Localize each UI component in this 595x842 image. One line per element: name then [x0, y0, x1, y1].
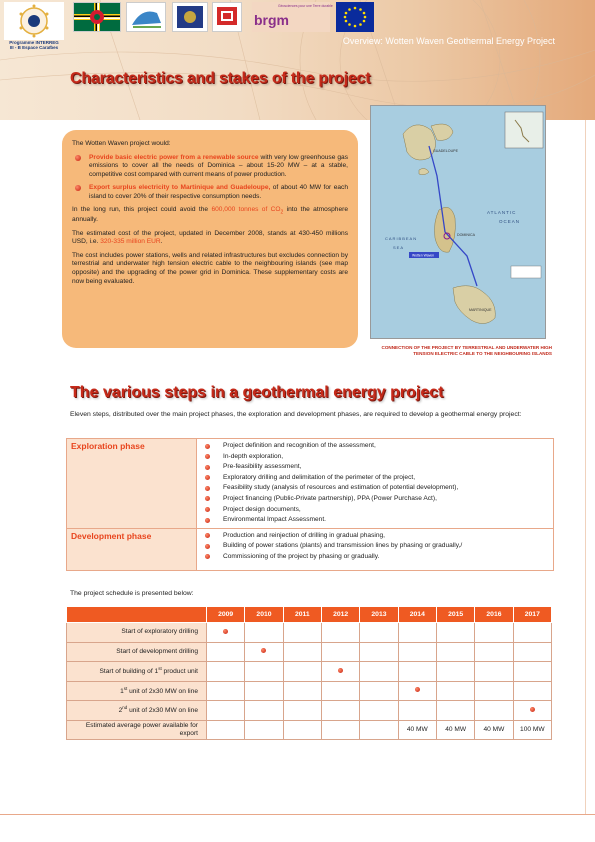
bullet-icon [205, 486, 210, 491]
project-map [370, 105, 546, 339]
development-step [201, 552, 553, 563]
export-power-value: 100 MW [513, 720, 551, 740]
map-label-ocean: OCEAN [499, 219, 521, 224]
schedule-cell [360, 642, 398, 662]
schedule-row [67, 623, 552, 643]
schedule-cell [398, 623, 436, 643]
exploration-row [67, 439, 554, 529]
development-steps [197, 528, 554, 570]
exploration-step-text: In-depth exploration, [223, 452, 284, 460]
schedule-cell [245, 623, 283, 643]
row-label-part: Start of building of 1 [99, 668, 159, 676]
bullet-1-highlight: Provide basic electric power from a renewable source [89, 153, 259, 161]
co2-highlight: 600,000 tonnes of CO [211, 206, 281, 214]
bullet-2-text: of about 40 MW for each island to cover 20% of their respective consumption needs. [89, 184, 348, 200]
schedule-intro: The project schedule is presented below: [70, 590, 194, 597]
schedule-cell [283, 701, 321, 721]
year-header: 2011 [283, 607, 321, 623]
cost-includes-paragraph: The cost includes power stations, wells and related infrastructures but excludes connection by terrestrial and underwater high tension electric cable to the neighbouring islands (see map opposite) and the upgrading of the power grid in Dominica. These supplementary costs are now being evaluated. [72, 251, 348, 285]
schedule-cell [321, 720, 359, 740]
project-summary-callout [62, 130, 358, 348]
bullet-icon [205, 475, 210, 480]
schedule-row [67, 701, 552, 721]
schedule-cell [207, 681, 245, 701]
year-header: 2017 [513, 607, 551, 623]
exploration-step-text: Pre-feasibility assessment, [223, 463, 302, 471]
schedule-cell [207, 701, 245, 721]
schedule-header-blank [67, 607, 207, 623]
schedule-row [67, 681, 552, 701]
co2-subscript: 2 [280, 209, 284, 216]
schedule-cell [360, 623, 398, 643]
schedule-cell [321, 701, 359, 721]
export-power-value: 40 MW [436, 720, 474, 740]
map-label-martinique: MARTINIQUE [469, 308, 492, 312]
schedule-cell [475, 681, 513, 701]
schedule-row-label: Estimated average power available for export [67, 720, 207, 740]
development-step-text: Building of power stations (plants) and transmission lines by phasing or gradually,/ [223, 542, 463, 550]
bullet-icon [205, 554, 210, 559]
brgm-tagline: Géosciences pour une Terre durable [278, 4, 333, 8]
callout-bullet-1 [72, 154, 348, 180]
schedule-cell [245, 701, 283, 721]
exploration-step [201, 483, 553, 494]
year-header: 2009 [207, 607, 245, 623]
schedule-cell [207, 642, 245, 662]
bullet-icon [205, 507, 210, 512]
exploration-step [201, 494, 553, 505]
schedule-row-label [67, 662, 207, 682]
schedule-row-label: Start of development drilling [67, 642, 207, 662]
milestone-marker-icon [261, 648, 266, 653]
steps-intro: Eleven steps, distributed over the main project phases, the exploration and development phases, are required to develop a geothermal energy project: [70, 411, 522, 418]
cost-highlight: 320-335 million EUR [100, 238, 161, 246]
row-label-sup: st [158, 666, 162, 672]
schedule-cell [475, 623, 513, 643]
schedule-cell [207, 720, 245, 740]
bullet-icon [75, 155, 81, 161]
header-band [0, 0, 595, 120]
schedule-cell [245, 642, 283, 662]
year-header: 2010 [245, 607, 283, 623]
schedule-row [67, 642, 552, 662]
map-label-dominica: DOMINICA [457, 233, 475, 237]
exploration-step [201, 515, 553, 526]
region-logo-3 [212, 2, 242, 32]
milestone-marker-icon [415, 687, 420, 692]
schedule-cell [360, 701, 398, 721]
dominica-flag [73, 2, 121, 32]
exploration-step [201, 505, 553, 516]
exploration-phase-label: Exploration phase [67, 439, 197, 529]
schedule-cell [475, 642, 513, 662]
exploration-step-text: Feasibility study (analysis of resources and estimation of potential development), [223, 484, 459, 492]
bullet-icon [205, 444, 210, 449]
schedule-row [67, 662, 552, 682]
map-caption: CONNECTION OF THE PROJECT BY TERRESTRIAL AND UNDERWATER HIGH TENSION ELECTRIC CABLE TO THE NEIGHBOURING ISLANDS [381, 345, 552, 357]
schedule-cell [513, 681, 551, 701]
exploration-step [201, 462, 553, 473]
bullet-icon [205, 518, 210, 523]
cost-text-a: The estimated cost of the project, updated in December 2008, stands at 430-450 millions USD, i.e. [72, 229, 348, 246]
schedule-cell [360, 662, 398, 682]
schedule-row [67, 720, 552, 740]
export-power-value: 40 MW [475, 720, 513, 740]
footer-line [0, 814, 595, 815]
schedule-cell [436, 662, 474, 682]
region-logo-1 [126, 2, 166, 32]
brgm-logo [252, 2, 333, 32]
row-label-part: 2 [118, 707, 123, 715]
section-title-steps: The various steps in a geothermal energy project [70, 384, 444, 401]
schedule-cell [283, 623, 321, 643]
page-edge-line [585, 120, 586, 814]
development-step [201, 541, 553, 552]
map-label-atlantic: ATLANTIC [487, 210, 517, 215]
exploration-step [201, 473, 553, 484]
schedule-cell [398, 662, 436, 682]
schedule-cell [283, 642, 321, 662]
year-header: 2013 [360, 607, 398, 623]
interreg-label: Programme INTERREG III - B Espace Caraïbes [9, 40, 59, 51]
schedule-cell [245, 681, 283, 701]
schedule-cell [398, 642, 436, 662]
schedule-cell [321, 681, 359, 701]
schedule-cell [436, 681, 474, 701]
schedule-cell [513, 662, 551, 682]
schedule-cell [283, 662, 321, 682]
map-label-wotten: Wotten Waven [412, 253, 435, 258]
interreg-logo [4, 2, 64, 40]
exploration-step [201, 441, 553, 452]
phases-table [66, 438, 554, 571]
row-label-part: 1 [120, 687, 124, 695]
schedule-cell [321, 623, 359, 643]
year-header: 2014 [398, 607, 436, 623]
map-label-sea: SEA [393, 245, 405, 250]
bullet-icon [205, 465, 210, 470]
year-header: 2012 [321, 607, 359, 623]
development-step-text: Commissioning of the project by phasing or gradually. [223, 552, 380, 560]
row-label-part: unit of 2x30 MW on line [127, 687, 198, 695]
schedule-cell [475, 662, 513, 682]
schedule-cell [436, 642, 474, 662]
development-phase-label: Development phase [67, 528, 197, 570]
row-label-sup: st [123, 685, 128, 691]
exploration-step [201, 452, 553, 463]
milestone-marker-icon [223, 629, 228, 634]
schedule-cell [360, 720, 398, 740]
year-header: 2015 [436, 607, 474, 623]
development-step [201, 531, 553, 542]
schedule-cell [436, 701, 474, 721]
schedule-row-label [67, 701, 207, 721]
schedule-cell [207, 623, 245, 643]
development-row [67, 528, 554, 570]
milestone-marker-icon [338, 668, 343, 673]
bullet-icon [205, 496, 210, 501]
schedule-cell [283, 681, 321, 701]
co2-paragraph [72, 206, 348, 224]
schedule-cell [398, 701, 436, 721]
schedule-cell [245, 720, 283, 740]
schedule-cell [398, 681, 436, 701]
schedule-table [66, 606, 552, 740]
bullet-icon [75, 185, 81, 191]
map-label-caribbean: CARIBBEAN [385, 236, 418, 241]
development-step-text: Production and reinjection of drilling in gradual phasing, [223, 531, 386, 539]
eu-flag [336, 2, 374, 32]
callout-bullet-2 [72, 184, 348, 201]
co2-text-a: In the long run, this project could avoid the [72, 206, 212, 214]
schedule-cell [360, 681, 398, 701]
bullet-icon [205, 544, 210, 549]
row-label-sup: nd [122, 705, 128, 711]
schedule-cell [475, 701, 513, 721]
schedule-cell [321, 662, 359, 682]
region-logo-2 [172, 2, 208, 32]
schedule-cell [513, 623, 551, 643]
cost-text-b: . [160, 238, 163, 246]
row-label-part: unit of 2x30 MW on line [127, 707, 198, 715]
bullet-2-highlight: Export surplus electricity to Martinique and Guadeloupe, [89, 184, 271, 192]
year-header: 2016 [475, 607, 513, 623]
schedule-cell [245, 662, 283, 682]
schedule-cell [283, 720, 321, 740]
co2-text-b: into the atmosphere annually. [72, 206, 348, 224]
exploration-step-text: Project financing (Public-Private partnership), PPA (Power Purchase Act), [223, 494, 437, 502]
schedule-row-label [67, 681, 207, 701]
schedule-header-row [67, 607, 552, 623]
schedule-row-label: Start of exploratory drilling [67, 623, 207, 643]
exploration-step-text: Exploratory drilling and delimitation of the perimeter of the project, [223, 473, 416, 481]
exploration-step-text: Environmental Impact Assessment. [223, 516, 326, 524]
schedule-cell [207, 662, 245, 682]
section-title-characteristics: Characteristics and stakes of the project [70, 70, 371, 87]
schedule-cell [513, 642, 551, 662]
bullet-1-text: with very low greenhouse gas emissions to cover all the needs of Dominica – about 15-20 MW – at a stable, competitive cost compared with current means of power production. [89, 153, 348, 178]
callout-intro: The Wotten Waven project would: [72, 140, 171, 147]
schedule-cell [321, 642, 359, 662]
bullet-icon [205, 533, 210, 538]
exploration-steps [197, 439, 554, 529]
export-power-value: 40 MW [398, 720, 436, 740]
row-label-part: product unit [161, 668, 198, 676]
cost-paragraph [72, 230, 348, 247]
schedule-cell [436, 623, 474, 643]
exploration-step-text: Project definition and recognition of the assessment, [223, 442, 376, 449]
overview-title: Overview: Wotten Waven Geothermal Energy Project [342, 36, 555, 46]
brgm-logo-text: brgm [254, 12, 289, 28]
map-label-guadeloupe: GUADELOUPE [433, 149, 458, 153]
milestone-marker-icon [530, 707, 535, 712]
bullet-icon [205, 454, 210, 459]
schedule-cell [513, 701, 551, 721]
exploration-step-text: Project design documents, [223, 505, 301, 513]
